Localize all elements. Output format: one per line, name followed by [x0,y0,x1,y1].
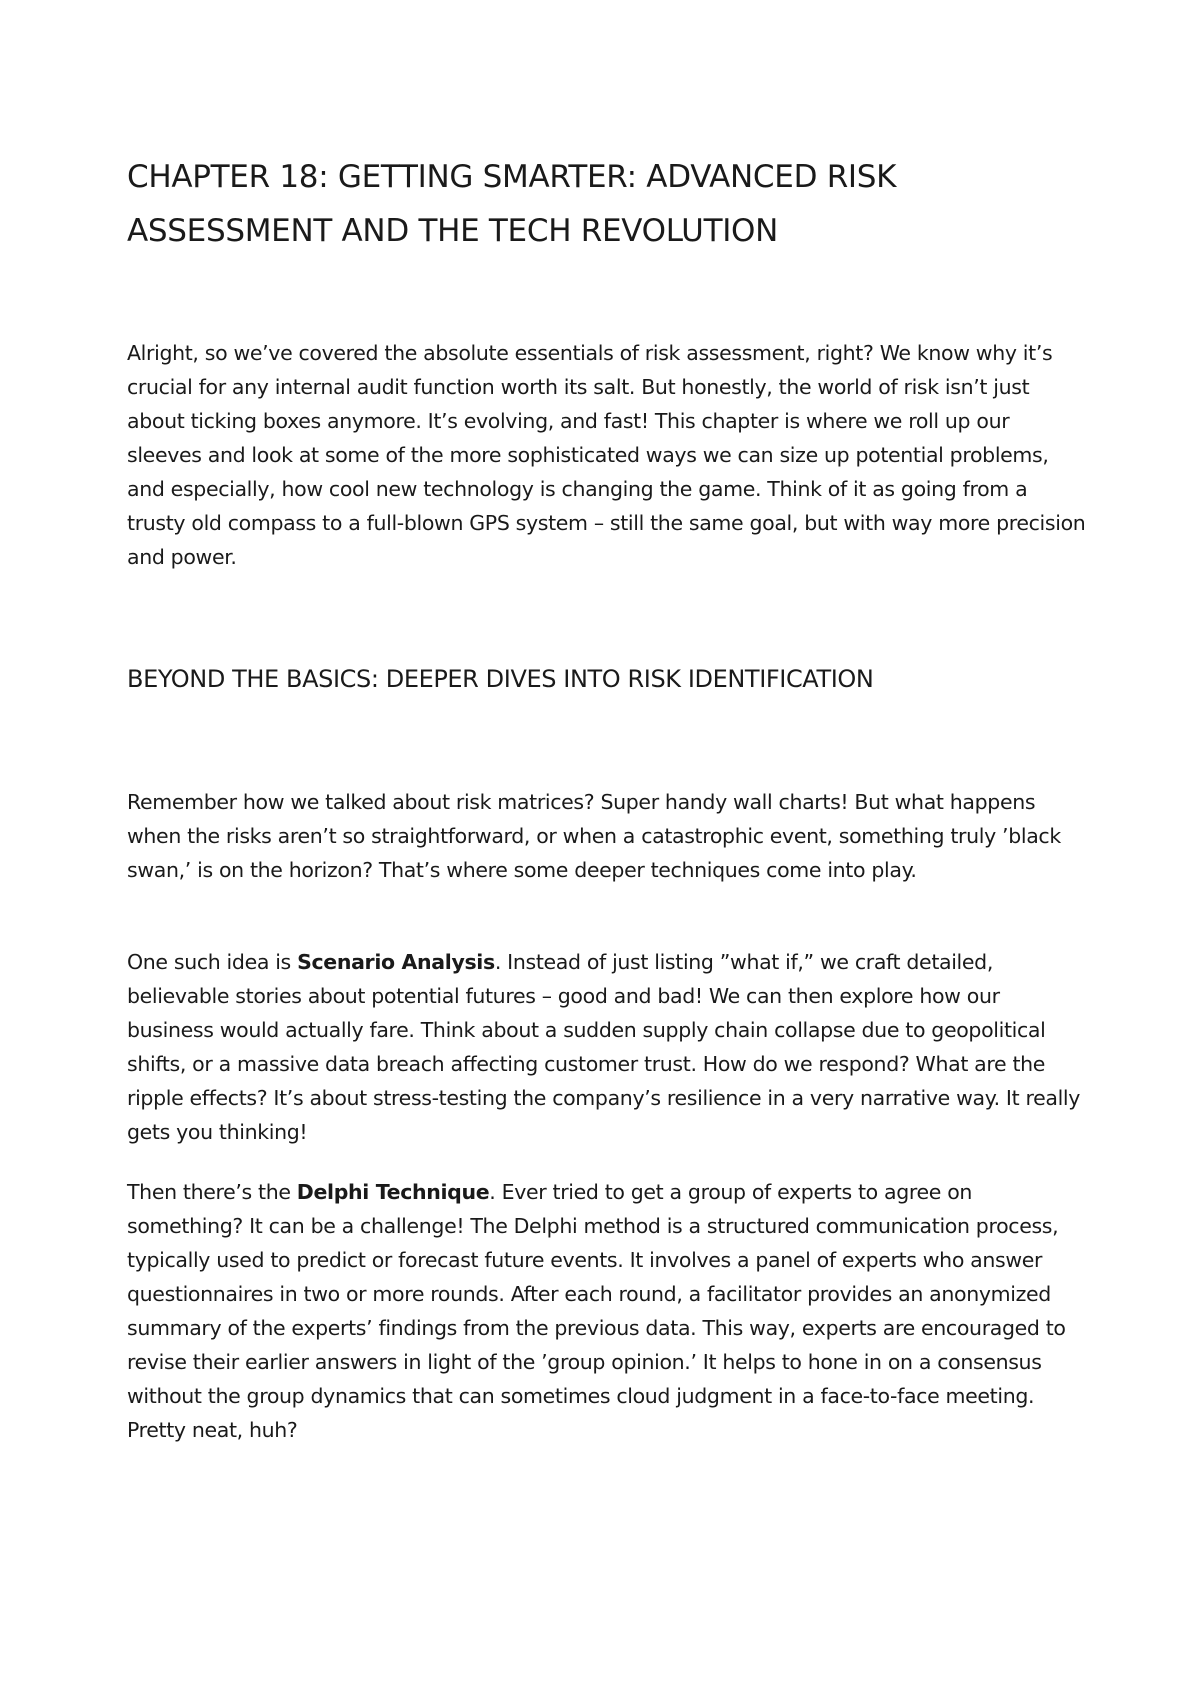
delphi-technique-term: Delphi Technique [296,1180,490,1204]
intro-paragraph: Alright, so we’ve covered the absolute essentials of risk assessment, right? We know why it’s crucial for any internal audit function worth its salt. But honestly, the world of risk isn’t just about ticking boxes anymore. It’s evolving, and fast! This chapter is where we roll up our sleeves and look at some of the more sophisticated ways we can size up potential problems, and especially, how cool new technology is changing the game. Think of it as going from a trusty old compass to a full-blown GPS system – still the same goal, but with way more precision and power. [127,341,1086,569]
risk-matrices-paragraph: Remember how we talked about risk matrices? Super handy wall charts! But what happens when the risks aren’t so straightforward, or when a catastrophic event, something truly ’black swan,’ is on the horizon? That’s where some deeper techniques come into play. [127,790,1061,882]
scenario-analysis-term: Scenario Analysis [297,950,495,974]
delphi-intro-text: Then there’s the [127,1180,297,1204]
section-heading: BEYOND THE BASICS: DEEPER DIVES INTO RISK IDENTIFICATION [127,665,874,693]
delphi-body-text: . Ever tried to get a group of experts to agree on something? It can be a challenge! The Delphi method is a structured communication process, typically used to predict or forecast future events. It involves a panel of experts who answer questionnaires in two or more rounds. After each round, a facilitator provides an anonymized summary of the experts’ findings from the previous data. This way, experts are encouraged to revise their earlier answers in light of the ’group opinion.’ It helps to hone in on a consensus without the group dynamics that can sometimes cloud judgment in a face-to-face meeting. Pretty neat, huh? [127,1180,1066,1442]
delphi-technique-paragraph [127,1175,1087,1447]
scenario-body-text: . Instead of just listing ”what if,” we craft detailed, believable stories about potential futures – good and bad! We can then explore how our business would actually fare. Think about a sudden supply chain collapse due to geopolitical shifts, or a massive data breach affecting customer trust. How do we respond? What are the ripple effects? It’s about stress-testing the company’s resilience in a very narrative way. It really gets you thinking! [127,950,1081,1144]
chapter-title: CHAPTER 18: GETTING SMARTER: ADVANCED RISK ASSESSMENT AND THE TECH REVOLUTION [127,159,897,249]
scenario-intro-text: One such idea is [127,950,298,974]
scenario-analysis-paragraph [127,945,1087,1149]
